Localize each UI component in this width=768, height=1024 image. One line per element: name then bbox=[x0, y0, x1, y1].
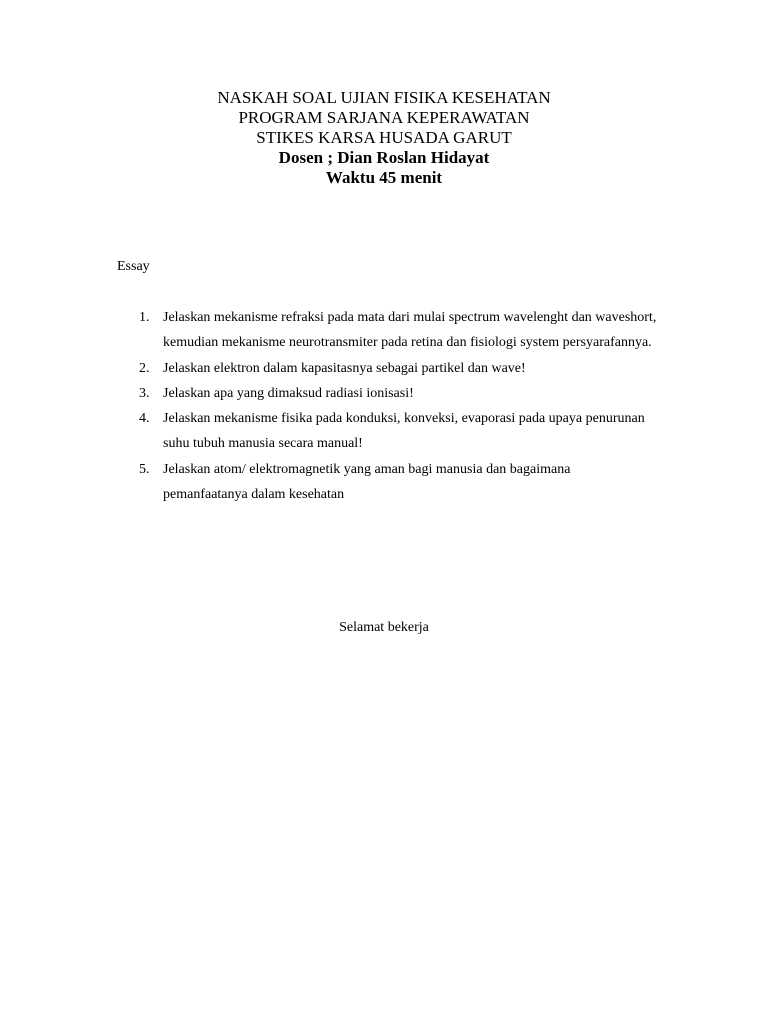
closing-text: Selamat bekerja bbox=[339, 620, 429, 635]
question-text: Jelaskan apa yang dimaksud radiasi ionisasi! bbox=[163, 385, 414, 401]
question-text: Jelaskan mekanisme refraksi pada mata dari mulai spectrum wavelenght dan waveshort, kemudian mekanisme neurotransmiter pada retina dan fisiologi system persyarafannya. bbox=[163, 310, 657, 351]
question-list bbox=[117, 305, 657, 507]
question-number: 5. bbox=[139, 461, 150, 477]
question-number: 3. bbox=[139, 385, 150, 401]
question-item bbox=[117, 406, 657, 457]
question-item bbox=[117, 457, 657, 508]
question-number: 2. bbox=[139, 360, 150, 376]
question-item bbox=[117, 305, 657, 356]
exam-duration: Waktu 45 menit bbox=[325, 168, 443, 187]
question-text: Jelaskan atom/ elektromagnetik yang aman bagi manusia dan bagaimana pemanfaatanya dalam kesehatan bbox=[163, 461, 571, 503]
question-item bbox=[117, 381, 657, 406]
lecturer-name: Dosen ; Dian Roslan Hidayat bbox=[278, 148, 490, 167]
exam-header bbox=[0, 88, 768, 188]
question-text: Jelaskan elektron dalam kapasitasnya sebagai partikel dan wave! bbox=[163, 360, 526, 376]
question-number: 4. bbox=[139, 411, 150, 427]
question-text: Jelaskan mekanisme fisika pada konduksi, konveksi, evaporasi pada upaya penurunan suhu tubuh manusia secara manual! bbox=[163, 411, 645, 452]
section-label: Essay bbox=[117, 259, 150, 274]
exam-title: NASKAH SOAL UJIAN FISIKA KESEHATAN bbox=[217, 88, 551, 107]
question-item bbox=[117, 356, 657, 381]
question-number: 1. bbox=[139, 310, 150, 325]
program-name: PROGRAM SARJANA KEPERAWATAN bbox=[238, 108, 530, 127]
institution-name: STIKES KARSA HUSADA GARUT bbox=[256, 128, 512, 147]
